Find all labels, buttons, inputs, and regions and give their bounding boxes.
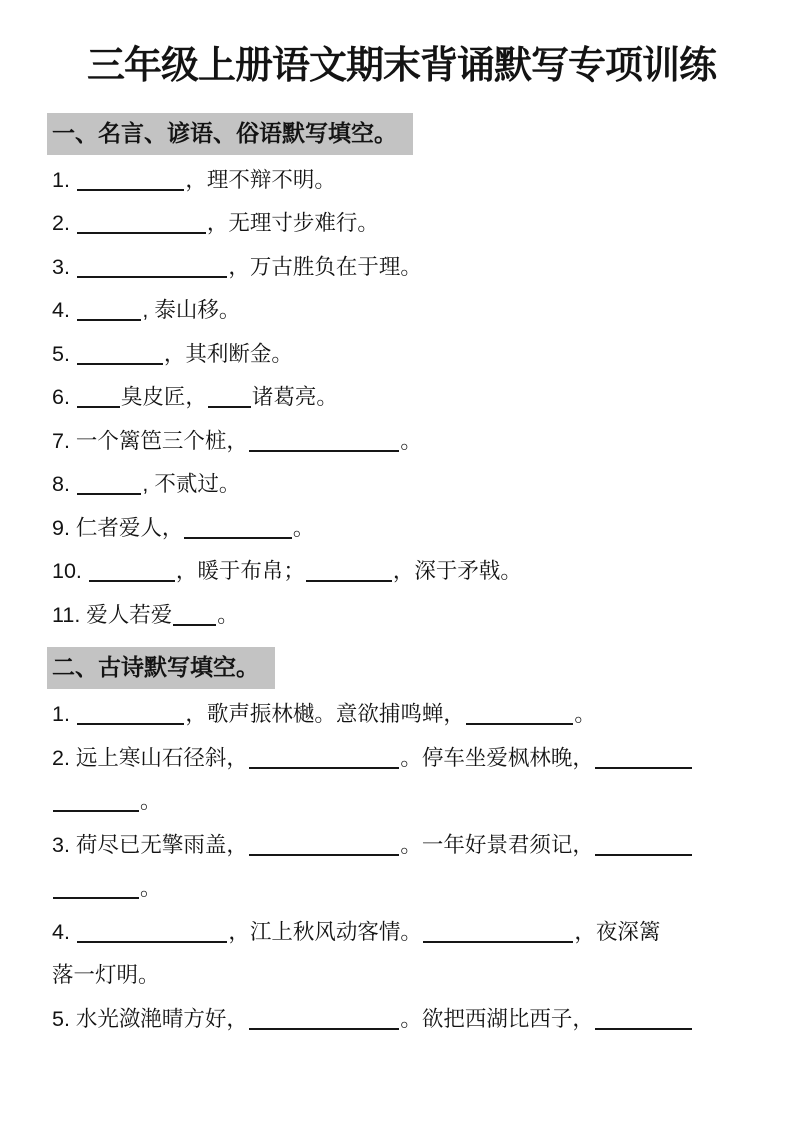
worksheet-item: 3. 荷尽已无擎雨盖， 。一年好景君须记， 。	[52, 824, 751, 911]
worksheet-item: 2. ，无理寸步难行。	[52, 211, 379, 236]
worksheet-item: 3. ，万古胜负在于理。	[52, 254, 422, 279]
section-heading: 一、名言、谚语、俗语默写填空。	[47, 113, 413, 155]
blank-line	[249, 1028, 400, 1030]
blank-line	[77, 189, 185, 191]
section-ancient-poems	[52, 637, 751, 1041]
worksheet-item: 4. , 泰山移。	[52, 298, 241, 323]
worksheet-item: 7. 一个篱笆三个桩， 。	[52, 428, 422, 453]
blank-line	[77, 406, 120, 408]
blank-line	[77, 276, 228, 278]
worksheet-item: 1. ，理不辩不明。	[52, 167, 336, 192]
blank-line	[595, 767, 692, 769]
worksheet-item: 8. , 不贰过。	[52, 472, 241, 497]
worksheet-item: 1. ，歌声振林樾。意欲捕鸣蝉， 。	[52, 702, 596, 727]
blank-line	[595, 1028, 692, 1030]
blank-line	[77, 319, 142, 321]
blank-line	[77, 941, 228, 943]
blank-line	[77, 493, 142, 495]
blank-line	[249, 767, 400, 769]
worksheet-item: 11. 爱人若爱 。	[52, 602, 239, 627]
blank-line	[306, 580, 392, 582]
section-famous-sayings	[52, 103, 751, 637]
worksheet-item: 10. ，暖于布帛； ，深于矛戟。	[52, 559, 522, 584]
blank-line	[184, 537, 292, 539]
blank-line	[208, 406, 251, 408]
blank-line	[595, 854, 692, 856]
blank-line	[466, 723, 574, 725]
blank-line	[89, 580, 175, 582]
worksheet-item: 9. 仁者爱人， 。	[52, 515, 315, 540]
worksheet-item: 6. 臭皮匠， 诸葛亮。	[52, 385, 338, 410]
section-heading: 二、古诗默写填空。	[47, 647, 275, 689]
blank-line	[249, 854, 400, 856]
worksheet-item: 5. 水光潋滟晴方好， 。欲把西湖比西子，	[52, 998, 751, 1042]
blank-line	[53, 897, 139, 899]
worksheet-item: 4. ，江上秋风动客情。 ，夜深篱 落一灯明。	[52, 919, 661, 988]
blank-line	[173, 624, 216, 626]
worksheet-item: 5. ，其利断金。	[52, 341, 293, 366]
page-title: 三年级上册语文期末背诵默写专项训练	[86, 45, 716, 87]
blank-line	[423, 941, 574, 943]
blank-line	[249, 450, 400, 452]
item-list	[52, 159, 751, 638]
blank-line	[77, 723, 185, 725]
blank-line	[53, 810, 139, 812]
worksheet-item: 2. 远上寒山石径斜， 。停车坐爱枫林晚， 。	[52, 737, 751, 824]
item-list	[52, 693, 751, 1041]
blank-line	[77, 363, 163, 365]
blank-line	[77, 232, 206, 234]
